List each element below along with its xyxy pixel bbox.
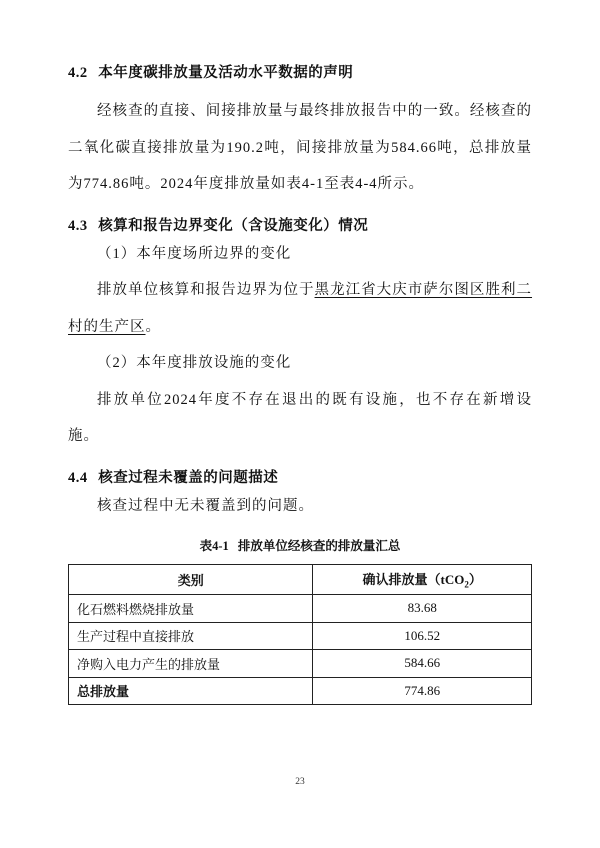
boundary-text-suffix: 。 — [145, 318, 161, 335]
row-label-total-emissions: 总排放量 — [69, 677, 313, 705]
table-row — [69, 650, 532, 678]
section-number: 4.2 — [68, 65, 88, 81]
table-caption-number: 表4-1 — [199, 539, 229, 553]
table-caption-title: 排放单位经核查的排放量汇总 — [237, 539, 401, 553]
paragraph-facility-status: 排放单位2024年度不存在退出的既有设施，也不存在新增设施。 — [68, 391, 532, 444]
paragraph-no-uncovered-issues: 核查过程中无未覆盖到的问题。 — [97, 497, 314, 514]
section-title: 本年度碳排放量及活动水平数据的声明 — [98, 65, 354, 81]
table-row — [69, 622, 532, 650]
column-header-confirmed-emissions — [313, 565, 532, 595]
section-heading-4-4 — [68, 469, 532, 488]
section-number: 4.4 — [68, 469, 88, 486]
boundary-text-prefix: 排放单位核算和报告边界为位于 — [97, 282, 315, 298]
row-value-process-direct: 106.52 — [313, 622, 532, 650]
row-label-fossil-fuel: 化石燃料燃烧排放量 — [69, 595, 313, 623]
table-row-total — [69, 677, 532, 705]
emissions-summary-table — [68, 564, 532, 705]
list-item-boundary-change: （1）本年度场所边界的变化 — [97, 245, 292, 262]
boundary-location-underlined: 黑龙江省大庆市萨尔图区胜利二村的生产区 — [68, 282, 533, 335]
page-content — [68, 64, 532, 705]
section-title: 核算和报告边界变化（含设施变化）情况 — [98, 217, 369, 234]
section-number: 4.3 — [68, 217, 88, 234]
table-caption — [68, 538, 532, 555]
table-header-row — [69, 565, 532, 595]
list-item-facility-change: （2）本年度排放设施的变化 — [97, 355, 292, 371]
section-heading-4-2 — [68, 64, 532, 83]
row-value-total-emissions: 774.86 — [313, 677, 532, 705]
section-heading-4-3 — [68, 217, 532, 236]
row-value-purchased-electricity: 584.66 — [313, 650, 532, 678]
co2-subscript: 2 — [464, 579, 469, 590]
paragraph-emissions-statement: 经核查的直接、间接排放量与最终排放报告中的一致。经核查的二氧化碳直接排放量为190.2吨，间接排放量为584.66吨，总排放量为774.86吨。2024年度排放量如表4-1至表4-4所示。 — [68, 103, 532, 192]
header-value-suffix: ） — [468, 572, 482, 588]
row-value-fossil-fuel: 83.68 — [313, 595, 532, 623]
section-title: 核查过程未覆盖的问题描述 — [98, 469, 279, 486]
page-number: 23 — [295, 777, 305, 787]
column-header-category: 类别 — [69, 565, 313, 595]
table-row — [69, 595, 532, 623]
row-label-purchased-electricity: 净购入电力产生的排放量 — [69, 650, 313, 678]
row-label-process-direct: 生产过程中直接排放 — [69, 622, 313, 650]
header-value-prefix: 确认排放量（tCO — [362, 572, 465, 588]
paragraph-boundary-location — [68, 272, 532, 345]
